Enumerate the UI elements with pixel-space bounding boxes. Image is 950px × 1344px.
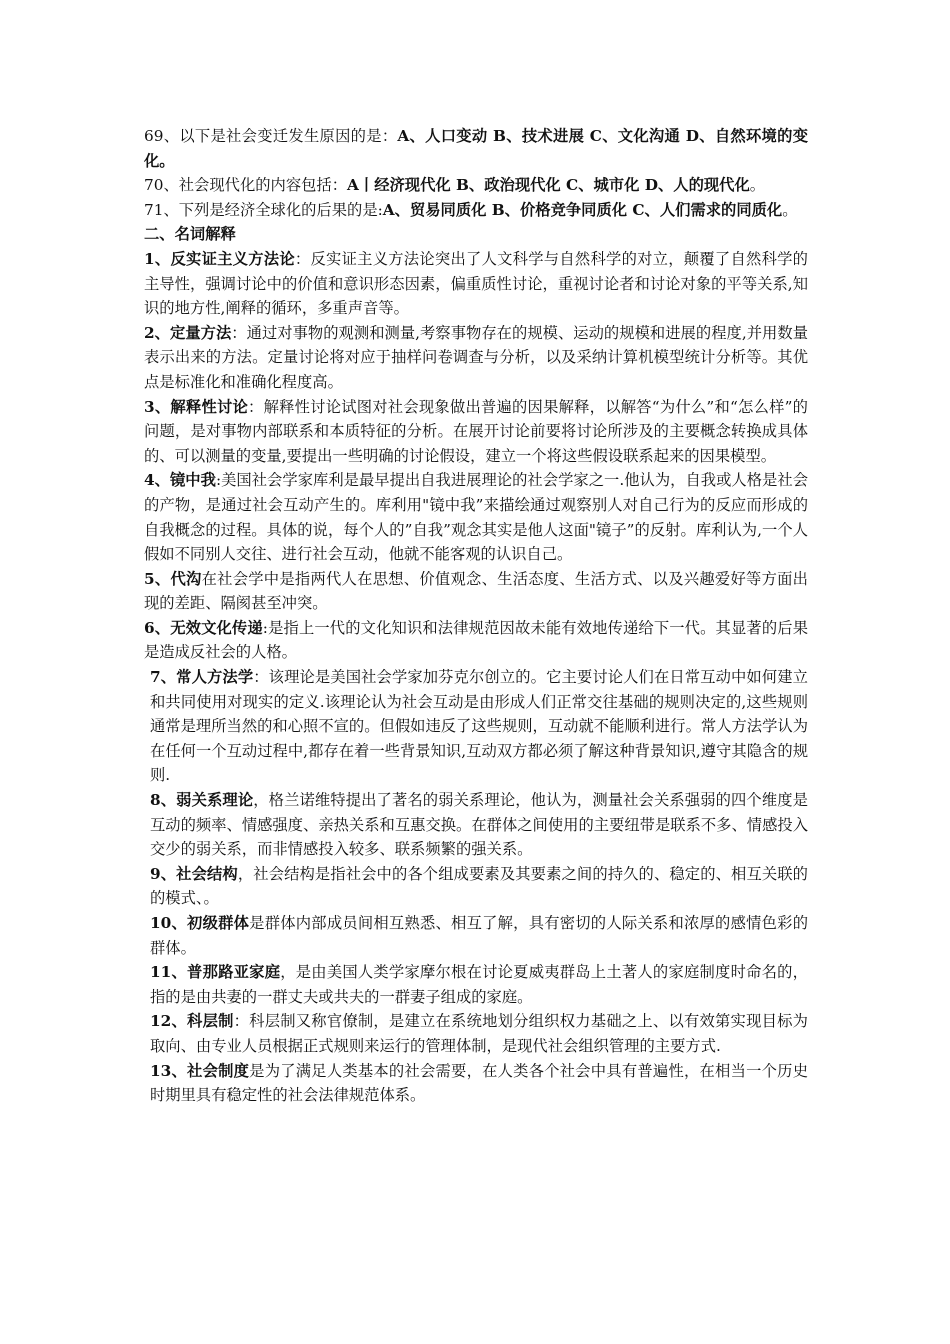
definition-term: 5、代沟 — [144, 569, 202, 588]
question-suffix: 。 — [749, 176, 766, 195]
definition-separator: ： — [231, 323, 247, 342]
definition-6 — [144, 616, 808, 665]
definition-body: 是由美国人类学家摩尔根在讨论夏威夷群岛上土著人的家庭制度时命名的，指的是由共妻的一群丈夫或共夫的一群妻子组成的家庭。 — [150, 963, 808, 1006]
definition-10 — [144, 911, 808, 960]
definition-body: 美国社会学家库利是最早提出自我进展理论的社会学家之一.他认为，自我或人格是社会的产物，是通过社会互动产生的。库利用"镜中我”来描绘通过观察别人对自己行为的反应而形成的自我概念的过程。具体的说，每个人的”自我”观念其实是他人这面"镜子”的反射。库利认为,一个人假如不同别人交往、进行社会互动，他就不能客观的认识自己。 — [144, 471, 808, 564]
definition-13 — [144, 1059, 808, 1108]
definition-separator: ， — [280, 963, 296, 982]
question-answer: A、人口变动 B、技术进展 C、文化沟通 D、自然环境的变化。 — [144, 127, 808, 170]
definition-term: 4、镜中我 — [144, 471, 216, 490]
definition-body: 是指上一代的文化知识和法律规范因故未能有效地传递给下一代。其显著的后果是造成反社会的人格。 — [144, 618, 808, 662]
definition-term: 1、反实证主义方法论 — [144, 249, 295, 268]
definition-4 — [144, 468, 808, 566]
question-prefix: 69、以下是社会变迁发生原因的是： — [144, 127, 398, 145]
definition-body: 反实证主义方法论突出了人文科学与自然科学的对立，颠覆了自然科学的主导性，强调讨论中的价值和意识形态因素，偏重质性讨论，重视讨论者和讨论对象的平等关系,知识的地方性,阐释的循环，多重声音等。 — [144, 249, 808, 318]
definition-term: 9、社会结构 — [150, 864, 238, 883]
definition-body: 格兰诺维特提出了著名的弱关系理论，他认为，测量社会关系强弱的四个维度是互动的频率、情感强度、亲热关系和互惠交换。在群体之间使用的主要纽带是联系不多、情感投入交少的弱关系，而非情感投入较多、联系频繁的强关系。 — [150, 791, 808, 859]
definition-body: 该理论是美国社会学家加芬克尔创立的。它主要讨论人们在日常互动中如何建立和共同使用对现实的定义.该理论认为社会互动是由形成人们正常交往基础的规则决定的,这些规则通常是理所当然的和心照不宣的。但假如违反了这些规则，互动就不能顺利进行。常人方法学认为在任何一个互动过程中,都存在着一些背景知识,互动双方都必须了解这种背景知识,遵守其隐含的规则. — [150, 668, 808, 785]
question-69 — [144, 124, 808, 173]
section-heading: 二、名词解释 — [144, 225, 236, 244]
question-70 — [144, 173, 808, 198]
definition-body: 解释性讨论试图对社会现象做出普遍的因果解释，以解答“为什么”和“怎么样”的问题，是对事物内部联系和本质特征的分析。在展开讨论前要将讨论所涉及的主要概念转换成具体的、可以测量的变量,要提出一些明确的讨论假设，建立一个将这些假设联系起来的因果模型。 — [144, 397, 808, 465]
definition-term: 11、普那路亚家庭 — [150, 963, 281, 982]
definition-separator: : — [262, 618, 268, 637]
definition-2 — [144, 321, 808, 395]
definition-9 — [144, 862, 808, 911]
question-prefix: 70、社会现代化的内容包括： — [144, 176, 348, 195]
definition-body: 是群体内部成员间相互熟悉、相互了解，具有密切的人际关系和浓厚的感情色彩的群体。 — [150, 914, 808, 957]
question-suffix: 。 — [782, 200, 798, 219]
definition-8 — [144, 788, 808, 862]
question-answer: A、贸易同质化 B、价格竞争同质化 C、人们需求的同质化 — [382, 200, 783, 219]
definition-separator: : — [215, 471, 222, 490]
definition-separator: ， — [237, 864, 254, 883]
definition-body: 社会结构是指社会中的各个组成要素及其要素之间的持久的、稳定的、相互关联的的模式、。 — [150, 864, 808, 908]
definition-term: 6、无效文化传递 — [144, 618, 263, 637]
definition-body: 科层制又称官僚制，是建立在系统地划分组织权力基础之上、以有效第实现目标为取向、由专业人员根据正式规则来运行的管理体制，是现代社会组织管理的主要方式. — [150, 1012, 808, 1055]
definition-body: 通过对事物的观测和测量,考察事物存在的规模、运动的规模和进展的程度,并用数量表示出来的方法。定量讨论将对应于抽样问卷调查与分析，以及采纳计算机模型统计分析等。其优点是标准化和准确化程度高。 — [144, 323, 808, 391]
question-71 — [144, 198, 808, 223]
definition-term: 3、解释性讨论 — [144, 397, 249, 416]
definition-term: 8、弱关系理论 — [150, 791, 254, 810]
definition-body: 在社会学中是指两代人在思想、价值观念、生活态度、生活方式、以及兴趣爱好等方面出现的差距、隔阂甚至冲突。 — [144, 569, 808, 613]
definition-7 — [144, 665, 808, 788]
definition-3 — [144, 395, 808, 469]
definition-1 — [144, 247, 808, 321]
question-answer: A丨经济现代化 B、政治现代化 C、城市化 D、人的现代化 — [347, 176, 750, 195]
definition-12 — [144, 1009, 808, 1058]
document-body — [144, 124, 808, 1108]
definition-separator: ： — [248, 397, 264, 416]
definition-term: 13、社会制度 — [150, 1061, 250, 1080]
definition-body: 是为了满足人类基本的社会需要，在人类各个社会中具有普遍性，在相当一个历史时期里具有稳定性的社会法律规范体系。 — [150, 1061, 808, 1105]
definition-term: 10、初级群体 — [150, 914, 250, 932]
definition-term: 7、常人方法学 — [150, 668, 254, 687]
definition-term: 12、科层制 — [150, 1012, 234, 1031]
definition-separator: ： — [294, 249, 311, 268]
definition-separator: ： — [233, 1012, 250, 1031]
definition-5 — [144, 567, 808, 616]
definition-term: 2、定量方法 — [144, 323, 232, 342]
definition-separator: ： — [253, 668, 269, 687]
definition-11 — [144, 960, 808, 1009]
definition-separator: ， — [253, 791, 269, 810]
question-prefix: 71、下列是经济全球化的后果的是: — [144, 200, 383, 219]
